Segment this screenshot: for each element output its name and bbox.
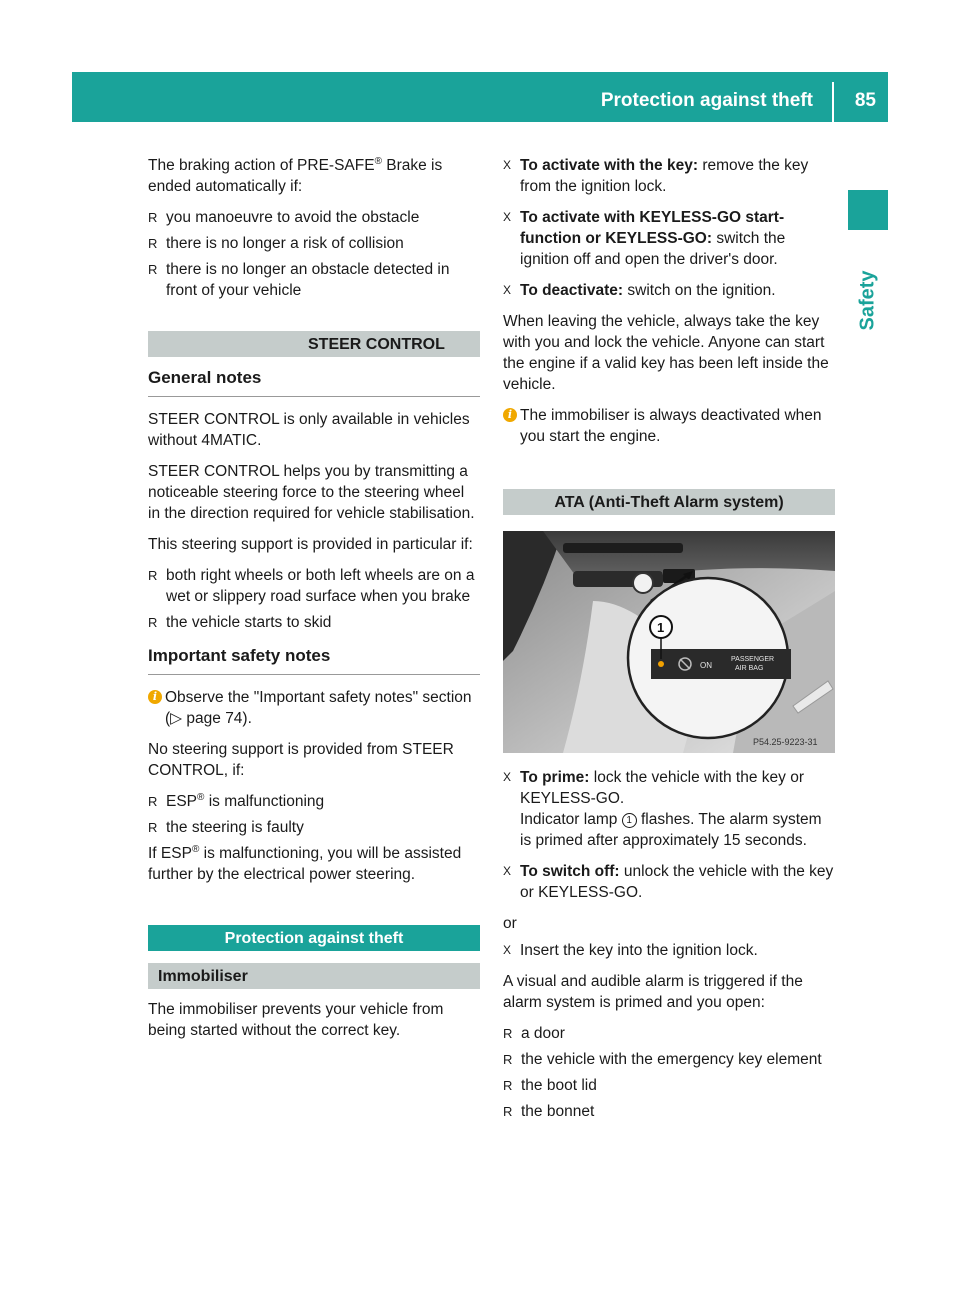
list-item: R the boot lid bbox=[503, 1077, 597, 1094]
step-item: X Insert the key into the ignition lock. bbox=[503, 942, 758, 959]
info-icon: i bbox=[503, 408, 517, 422]
bullet-icon: R bbox=[148, 615, 158, 630]
step-arrow-icon: X bbox=[503, 770, 512, 784]
list-item: R both right wheels or both left wheels are on a wet or slippery road surface when you brake bbox=[148, 567, 475, 605]
step-arrow-icon: X bbox=[503, 943, 512, 957]
list-item: R you manoeuvre to avoid the obstacle bbox=[148, 209, 420, 226]
bullet-icon: R bbox=[148, 262, 158, 277]
step-item: X To prime: lock the vehicle with the key or KEYLESS-GO. Indicator lamp 1 flashes. The alarm system is primed after approximately 15 seconds. bbox=[503, 769, 822, 849]
paragraph: STEER CONTROL is only available in vehicles without 4MATIC. bbox=[148, 411, 470, 449]
paragraph: If ESP® is malfunctioning, you will be assisted further by the electrical power steering. bbox=[148, 843, 462, 883]
bullet-icon: R bbox=[148, 820, 158, 835]
photo-label-passenger: PASSENGER bbox=[731, 656, 775, 663]
list-item: R a door bbox=[503, 1025, 565, 1042]
car-interior-illustration bbox=[503, 531, 835, 753]
left-column bbox=[148, 155, 480, 1051]
subheading-important-safety-notes: Important safety notes bbox=[148, 645, 480, 675]
bullet-icon: R bbox=[503, 1078, 513, 1093]
presafe-intro: The braking action of PRE-SAFE® Brake is ended automatically if: bbox=[148, 155, 443, 195]
step-arrow-icon: X bbox=[503, 864, 512, 878]
paragraph: The immobiliser prevents your vehicle from being started without the correct key. bbox=[148, 1001, 444, 1039]
callout-1-icon: 1 bbox=[622, 813, 637, 828]
bullet-icon: R bbox=[503, 1052, 513, 1067]
bullet-icon: R bbox=[503, 1104, 513, 1119]
paragraph: This steering support is provided in particular if: bbox=[148, 536, 473, 553]
paragraph: STEER CONTROL helps you by transmitting a noticeable steering force to the steering wheel in the direction required for vehicle stabilisation. bbox=[148, 463, 475, 522]
photo-label-on: ON bbox=[700, 661, 712, 670]
bullet-icon: R bbox=[148, 794, 158, 809]
header-title: Protection against theft bbox=[600, 90, 813, 111]
info-icon: i bbox=[148, 690, 162, 704]
list-item: R ESP® is malfunctioning bbox=[148, 791, 325, 810]
info-note: i Observe the "Important safety notes" section (▷ page 74). bbox=[148, 687, 480, 729]
section-heading-ata: ATA (Anti-Theft Alarm system) bbox=[503, 489, 835, 515]
list-item: R the steering is faulty bbox=[148, 819, 304, 836]
list-item: R the vehicle with the emergency key element bbox=[503, 1051, 822, 1068]
step-item: X To activate with KEYLESS-GO start-function or KEYLESS-GO: switch the ignition off and open the driver's door. bbox=[503, 209, 786, 268]
subheading-general-notes: General notes bbox=[148, 367, 480, 397]
list-item: R the vehicle starts to skid bbox=[148, 614, 332, 631]
list-item: R the bonnet bbox=[503, 1103, 595, 1120]
svg-text:1: 1 bbox=[657, 620, 665, 635]
step-item: X To switch off: unlock the vehicle with the key or KEYLESS-GO. bbox=[503, 863, 834, 901]
photo-reference-code: P54.25-9223-31 bbox=[753, 737, 818, 747]
indicator-lamp-icon bbox=[658, 661, 664, 667]
ata-indicator-photo bbox=[503, 531, 835, 753]
paragraph: No steering support is provided from STEER CONTROL, if: bbox=[148, 741, 454, 779]
step-arrow-icon: X bbox=[503, 210, 512, 224]
bullet-icon: R bbox=[503, 1026, 513, 1041]
info-note: i The immobiliser is always deactivated when you start the engine. bbox=[503, 405, 835, 447]
step-arrow-icon: X bbox=[503, 158, 512, 172]
list-item: R there is no longer a risk of collision bbox=[148, 235, 404, 252]
list-item: R there is no longer an obstacle detected in front of your vehicle bbox=[148, 261, 450, 299]
section-tab-marker bbox=[848, 190, 888, 230]
page-ref-arrow-icon: ▷ bbox=[170, 710, 183, 727]
section-heading-steer-control: STEER CONTROL bbox=[148, 331, 480, 357]
photo-label-airbag: AIR BAG bbox=[735, 665, 764, 672]
header-divider bbox=[832, 82, 834, 122]
paragraph: A visual and audible alarm is triggered if the alarm system is primed and you open: bbox=[503, 973, 803, 1011]
paragraph-or: or bbox=[503, 915, 517, 932]
section-side-label: Safety bbox=[856, 269, 879, 331]
step-item: X To deactivate: switch on the ignition. bbox=[503, 282, 776, 299]
paragraph: When leaving the vehicle, always take the key with you and lock the vehicle. Anyone can start the engine if a valid key has been left inside the vehicle. bbox=[503, 313, 829, 393]
right-column bbox=[503, 155, 835, 1127]
section-heading-protection-against-theft: Protection against theft bbox=[148, 925, 480, 951]
section-heading-immobiliser: Immobiliser bbox=[148, 963, 480, 989]
page-number: 85 bbox=[854, 90, 876, 111]
bullet-icon: R bbox=[148, 210, 158, 225]
step-arrow-icon: X bbox=[503, 283, 512, 297]
page-header bbox=[72, 72, 888, 122]
step-item: X To activate with the key: remove the key from the ignition lock. bbox=[503, 157, 809, 195]
bullet-icon: R bbox=[148, 568, 158, 583]
bullet-icon: R bbox=[148, 236, 158, 251]
